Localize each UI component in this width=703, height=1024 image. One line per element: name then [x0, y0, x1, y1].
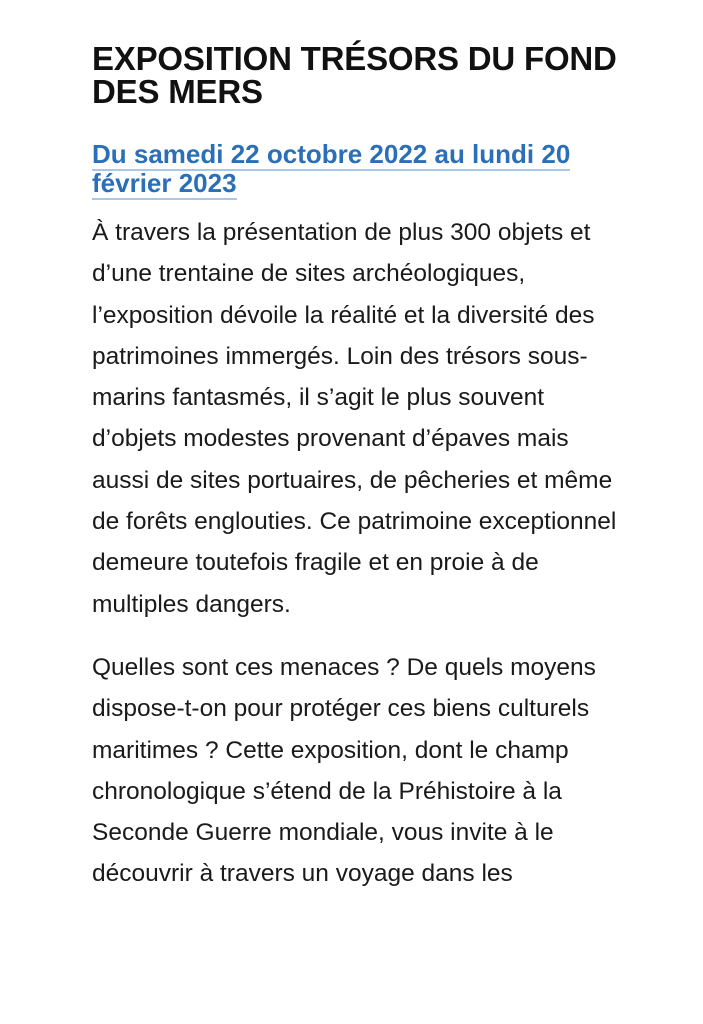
date-link[interactable]: [92, 140, 632, 198]
paragraph-questions: Quelles sont ces menaces ? De quels moyens dispose-t-on pour protéger ces biens culturels maritimes ? Cette exposition, dont le champ chronologique s’étend de la Préhistoire à la Seconde Guerre mondiale, vous invite à le découvrir à travers un voyage dans les: [92, 653, 596, 888]
date-link-text[interactable]: Du samedi 22 octobre 2022 au lundi 20 février 2023: [92, 139, 571, 198]
page-title: EXPOSITION TRÉSORS DU FOND DES MERS: [92, 40, 617, 110]
paragraph-intro: À travers la présentation de plus 300 objets et d’une trentaine de sites archéologiques, l’exposition dévoile la réalité et la diversité des patrimoines immergés. Loin des trésors sous-marins fantasmés, il s’agit le plus souvent d’objets modestes provenant d’épaves mais aussi de sites portuaires, de pêcheries et même de forêts englouties. Ce patrimoine exceptionnel demeure toutefois fragile et en proie à de multiples dangers.: [92, 219, 617, 618]
article: [92, 42, 632, 895]
